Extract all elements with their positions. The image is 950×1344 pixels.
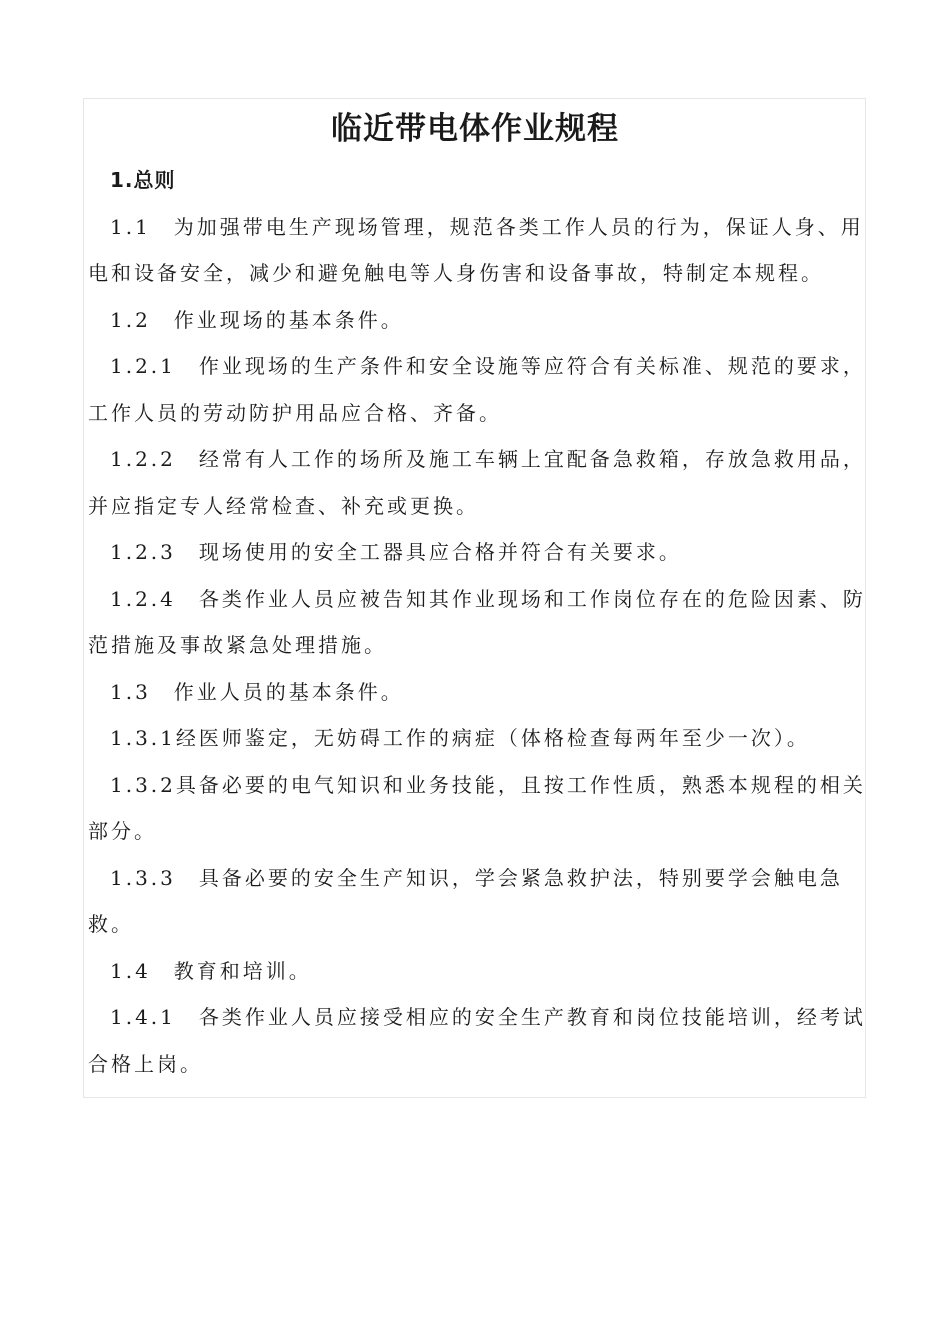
paragraph-1-3: 1.3 作业人员的基本条件。: [110, 679, 404, 704]
paragraph-1-2-2: 1.2.2 经常有人工作的场所及施工车辆上宜配备急救箱，存放急救用品，并应指定专人经常检查、补充或更换。: [88, 447, 866, 518]
paragraph-1-2-4: 1.2.4 各类作业人员应被告知其作业现场和工作岗位存在的危险因素、防范措施及事故紧急处理措施。: [88, 586, 866, 657]
document-body: [88, 157, 878, 1087]
paragraph-1-2: 1.2 作业现场的基本条件。: [110, 307, 404, 332]
paragraph-1-3-2: 1.3.2具备必要的电气知识和业务技能，且按工作性质，熟悉本规程的相关部分。: [88, 772, 866, 843]
paragraph-1-4-1: 1.4.1 各类作业人员应接受相应的安全生产教育和岗位技能培训，经考试合格上岗。: [88, 1005, 866, 1076]
paragraph-1-3-3: 1.3.3 具备必要的安全生产知识，学会紧急救护法，特别要学会触电急救。: [88, 865, 843, 936]
paragraph-1-3-1: 1.3.1经医师鉴定，无妨碍工作的病症（体格检查每两年至少一次）。: [110, 726, 810, 750]
paragraph-1-2-3: 1.2.3 现场使用的安全工器具应合格并符合有关要求。: [110, 540, 682, 564]
paragraph-1-1: 1.1 为加强带电生产现场管理，规范各类工作人员的行为，保证人身、用电和设备安全，减少和避免触电等人身伤害和设备事故，特制定本规程。: [88, 214, 864, 285]
document-title: 临近带电体作业规程: [331, 110, 619, 147]
paragraph-1-4: 1.4 教育和培训。: [110, 958, 312, 983]
paragraph-1-2-1: 1.2.1 作业现场的生产条件和安全设施等应符合有关标准、规范的要求，工作人员的劳动防护用品应合格、齐备。: [88, 354, 866, 425]
section-heading-general: 1.总则: [110, 168, 176, 192]
